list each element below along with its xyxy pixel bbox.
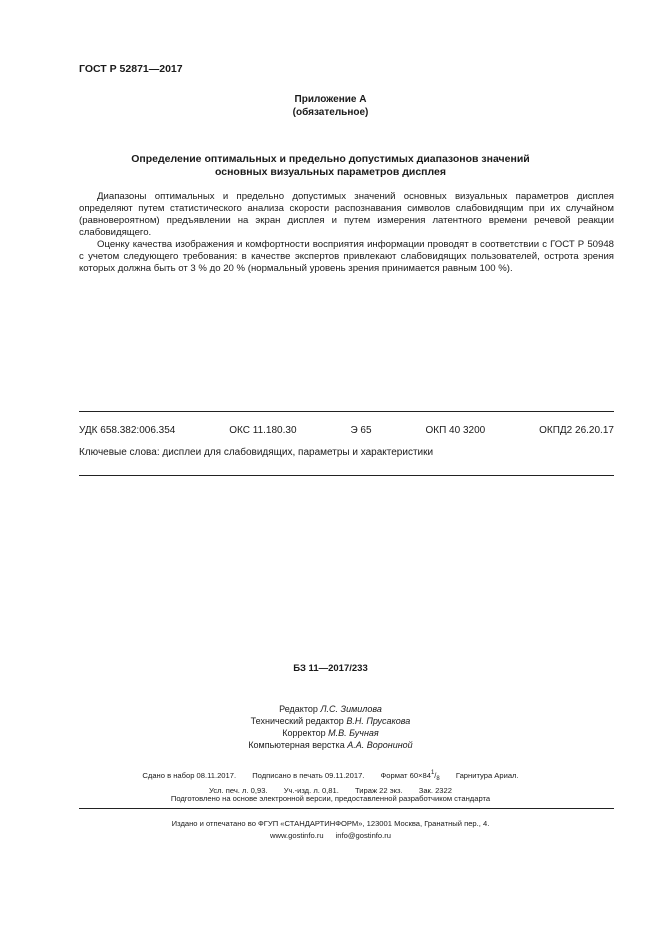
format-label: Формат 60×84 <box>380 771 431 780</box>
pub-sheets: Уч.-изд. л. 0,81. <box>283 786 339 795</box>
section-title-line2: основных визуальных параметров дисплея <box>214 166 447 178</box>
editor-line <box>0 703 661 715</box>
okpd-code: ОКПД2 26.20.17 <box>539 425 614 436</box>
layout-label: Компьютерная верстка <box>248 740 345 750</box>
copies: Тираж 22 экз. <box>354 786 403 795</box>
paragraph-2: Оценку качества изображения и комфортности восприятия информации проводят в соответствии с ГОСТ Р 50948 с учетом следующего требования: в качестве экспертов привлекают слабовидящих пользователей, острота зрения которых должна быть от 3 % до 20 % (нормальный уровень зрения принимается равным 100 %). <box>79 239 614 274</box>
order-number: Зак. 2322 <box>418 786 452 795</box>
bz-number: БЗ 11—2017/233 <box>293 663 368 674</box>
udk-code: УДК 658.382:006.354 <box>79 425 176 436</box>
publisher-address: Издано и отпечатано во ФГУП «СТАНДАРТИНФОРМ», 123001 Москва, Гранатный пер., 4. <box>171 819 490 828</box>
layout-name: А.А. Ворониной <box>347 740 413 750</box>
divider-imprint <box>79 808 614 809</box>
keywords: Ключевые слова: дисплеи для слабовидящих, параметры и характеристики <box>79 447 434 458</box>
section-title-line1: Определение оптимальных и предельно допустимых диапазонов значений <box>131 153 530 165</box>
print-sheets: Усл. печ. л. 0,93. <box>209 786 268 795</box>
okp-code: ОКП 40 3200 <box>425 425 486 436</box>
format-denominator: 8 <box>436 776 440 782</box>
document-id: ГОСТ Р 52871—2017 <box>79 63 183 75</box>
section-title <box>60 153 601 179</box>
source-note: Подготовлено на основе электронной версии, предоставленной разработчиком стандарта <box>170 794 491 803</box>
appendix-status: (обязательное) <box>292 107 369 118</box>
print-details-line1 <box>0 767 661 785</box>
editor-label: Редактор <box>279 704 318 714</box>
layout-line <box>0 739 661 751</box>
corrector-line <box>0 727 661 739</box>
website-link[interactable]: www.gostinfo.ru <box>269 831 324 840</box>
oks-code: ОКС 11.180.30 <box>229 425 297 436</box>
print-details <box>0 767 661 797</box>
typeface: Гарнитура Ариал. <box>455 771 519 780</box>
sent-date: Сдано в набор 08.11.2017. <box>142 771 237 780</box>
divider-bottom <box>79 475 614 476</box>
classification-codes <box>79 425 614 436</box>
tech-editor-label: Технический редактор <box>250 716 344 726</box>
publisher-contacts <box>0 830 661 842</box>
e-code: Э 65 <box>350 425 372 436</box>
tech-editor-name: В.Н. Прусакова <box>346 716 411 726</box>
appendix-heading <box>0 93 661 119</box>
corrector-label: Корректор <box>282 728 326 738</box>
staff-credits <box>0 703 661 751</box>
paragraph-1: Диапазоны оптимальных и предельно допустимых значений основных визуальных параметров дисплея определяют путем статистического анализа скорости распознавания символов слабовидящим при их случайном (равновероятном) предъявлении на экран дисплея и путем измерения латентного времени речевой реакции слабовидящего. <box>79 191 614 238</box>
signed-date: Подписано в печать 09.11.2017. <box>252 771 365 780</box>
corrector-name: М.В. Бучная <box>328 728 379 738</box>
publisher-info <box>0 818 661 842</box>
email-link[interactable]: info@gostinfo.ru <box>335 831 392 840</box>
divider-top <box>79 411 614 412</box>
editor-name: Л.С. Зимилова <box>320 704 382 714</box>
appendix-title: Приложение А <box>294 94 367 105</box>
format: Формат $60\times 84^1/_8$ <box>380 770 440 782</box>
format-numerator: 1 <box>430 770 435 776</box>
tech-editor-line <box>0 715 661 727</box>
